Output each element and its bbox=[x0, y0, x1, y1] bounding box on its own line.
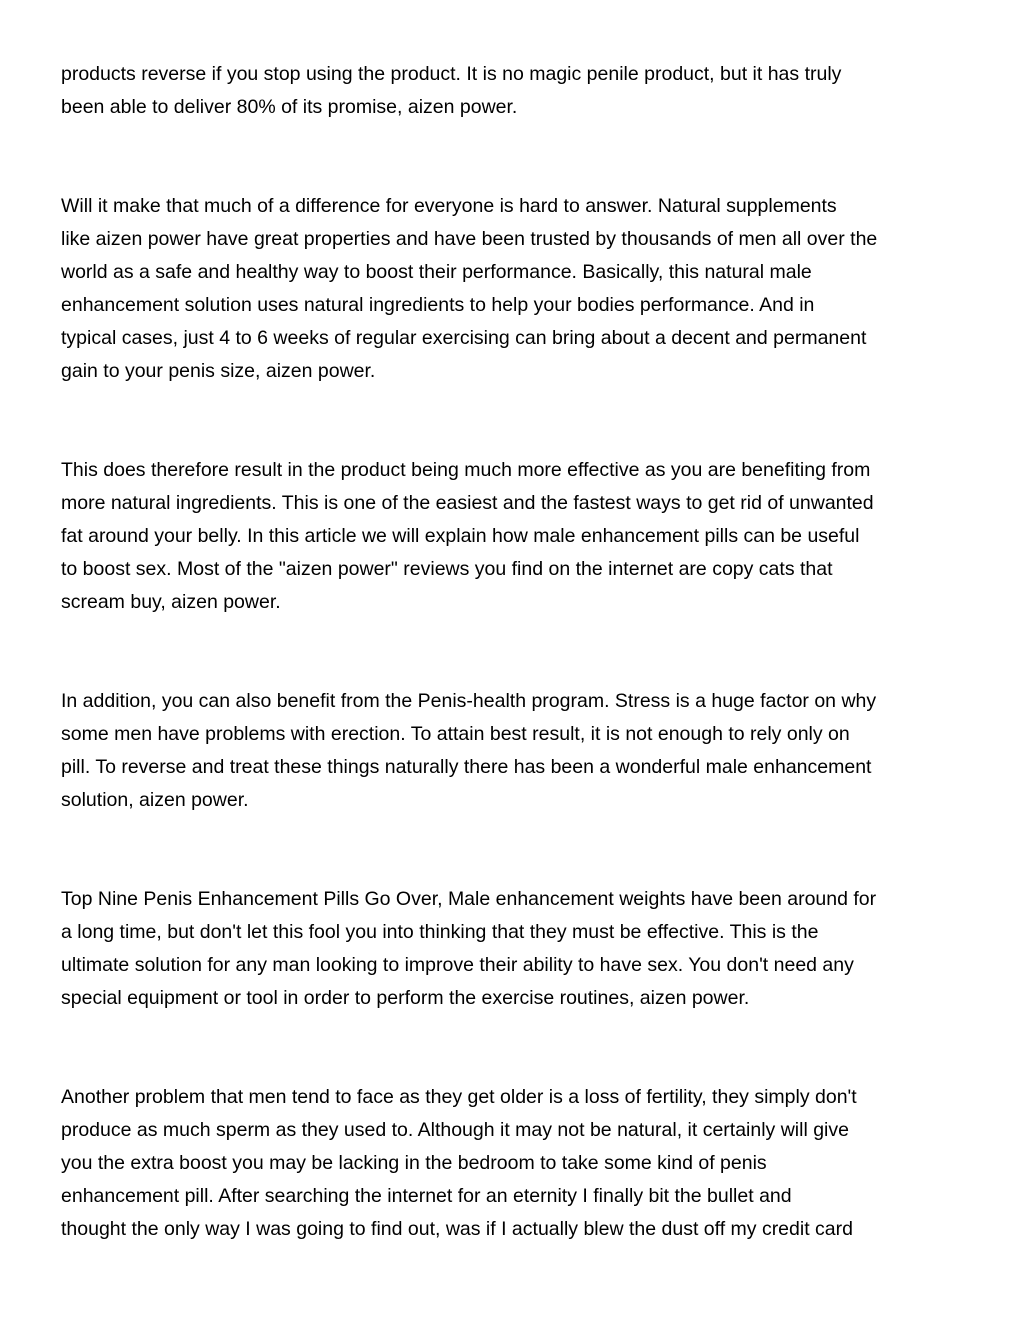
text-line: Will it make that much of a difference for everyone is hard to answer. Natural supplements bbox=[61, 195, 837, 217]
text-line: Another problem that men tend to face as they get older is a loss of fertility, they simply don't bbox=[61, 1086, 857, 1108]
text-line: thought the only way I was going to find out, was if I actually blew the dust off my credit card bbox=[61, 1218, 853, 1240]
text-line: special equipment or tool in order to perform the exercise routines, aizen power. bbox=[61, 987, 750, 1009]
text-line: enhancement solution uses natural ingredients to help your bodies performance. And in bbox=[61, 294, 815, 316]
text-line: you the extra boost you may be lacking in the bedroom to take some kind of penis bbox=[61, 1152, 767, 1174]
text-line: typical cases, just 4 to 6 weeks of regular exercising can bring about a decent and permanent bbox=[61, 327, 867, 349]
text-column bbox=[61, 58, 971, 1312]
text-line: some men have problems with erection. To attain best result, it is not enough to rely only on bbox=[61, 723, 850, 745]
text-line: more natural ingredients. This is one of the easiest and the fastest ways to get rid of unwanted bbox=[61, 492, 874, 514]
text-line: a long time, but don't let this fool you into thinking that they must be effective. This is the bbox=[61, 921, 819, 943]
text-line: ultimate solution for any man looking to improve their ability to have sex. You don't need any bbox=[61, 954, 854, 976]
text-line: This does therefore result in the product being much more effective as you are benefiting from bbox=[61, 459, 871, 481]
text-line: world as a safe and healthy way to boost their performance. Basically, this natural male bbox=[61, 261, 812, 283]
paragraph-5 bbox=[61, 883, 971, 1015]
paragraph-2 bbox=[61, 190, 971, 388]
text-line: Top Nine Penis Enhancement Pills Go Over, Male enhancement weights have been around for bbox=[61, 888, 877, 910]
text-line: produce as much sperm as they used to. Although it may not be natural, it certainly will give bbox=[61, 1119, 849, 1141]
text-line: pill. To reverse and treat these things naturally there has been a wonderful male enhancement bbox=[61, 756, 872, 778]
text-line: enhancement pill. After searching the internet for an eternity I finally bit the bullet and bbox=[61, 1185, 792, 1207]
text-line: gain to your penis size, aizen power. bbox=[61, 360, 376, 382]
paragraph-1 bbox=[61, 58, 971, 124]
text-line: fat around your belly. In this article we will explain how male enhancement pills can be useful bbox=[61, 525, 860, 547]
text-line: products reverse if you stop using the product. It is no magic penile product, but it has truly bbox=[61, 63, 842, 85]
text-line: scream buy, aizen power. bbox=[61, 591, 281, 613]
paragraph-4 bbox=[61, 685, 971, 817]
text-line: solution, aizen power. bbox=[61, 789, 249, 811]
paragraph-3 bbox=[61, 454, 971, 619]
text-line: In addition, you can also benefit from the Penis-health program. Stress is a huge factor on why bbox=[61, 690, 877, 712]
paragraph-6 bbox=[61, 1081, 971, 1246]
text-line: to boost sex. Most of the "aizen power" reviews you find on the internet are copy cats that bbox=[61, 558, 833, 580]
text-line: like aizen power have great properties and have been trusted by thousands of men all over the bbox=[61, 228, 878, 250]
text-line: been able to deliver 80% of its promise, aizen power. bbox=[61, 96, 518, 118]
